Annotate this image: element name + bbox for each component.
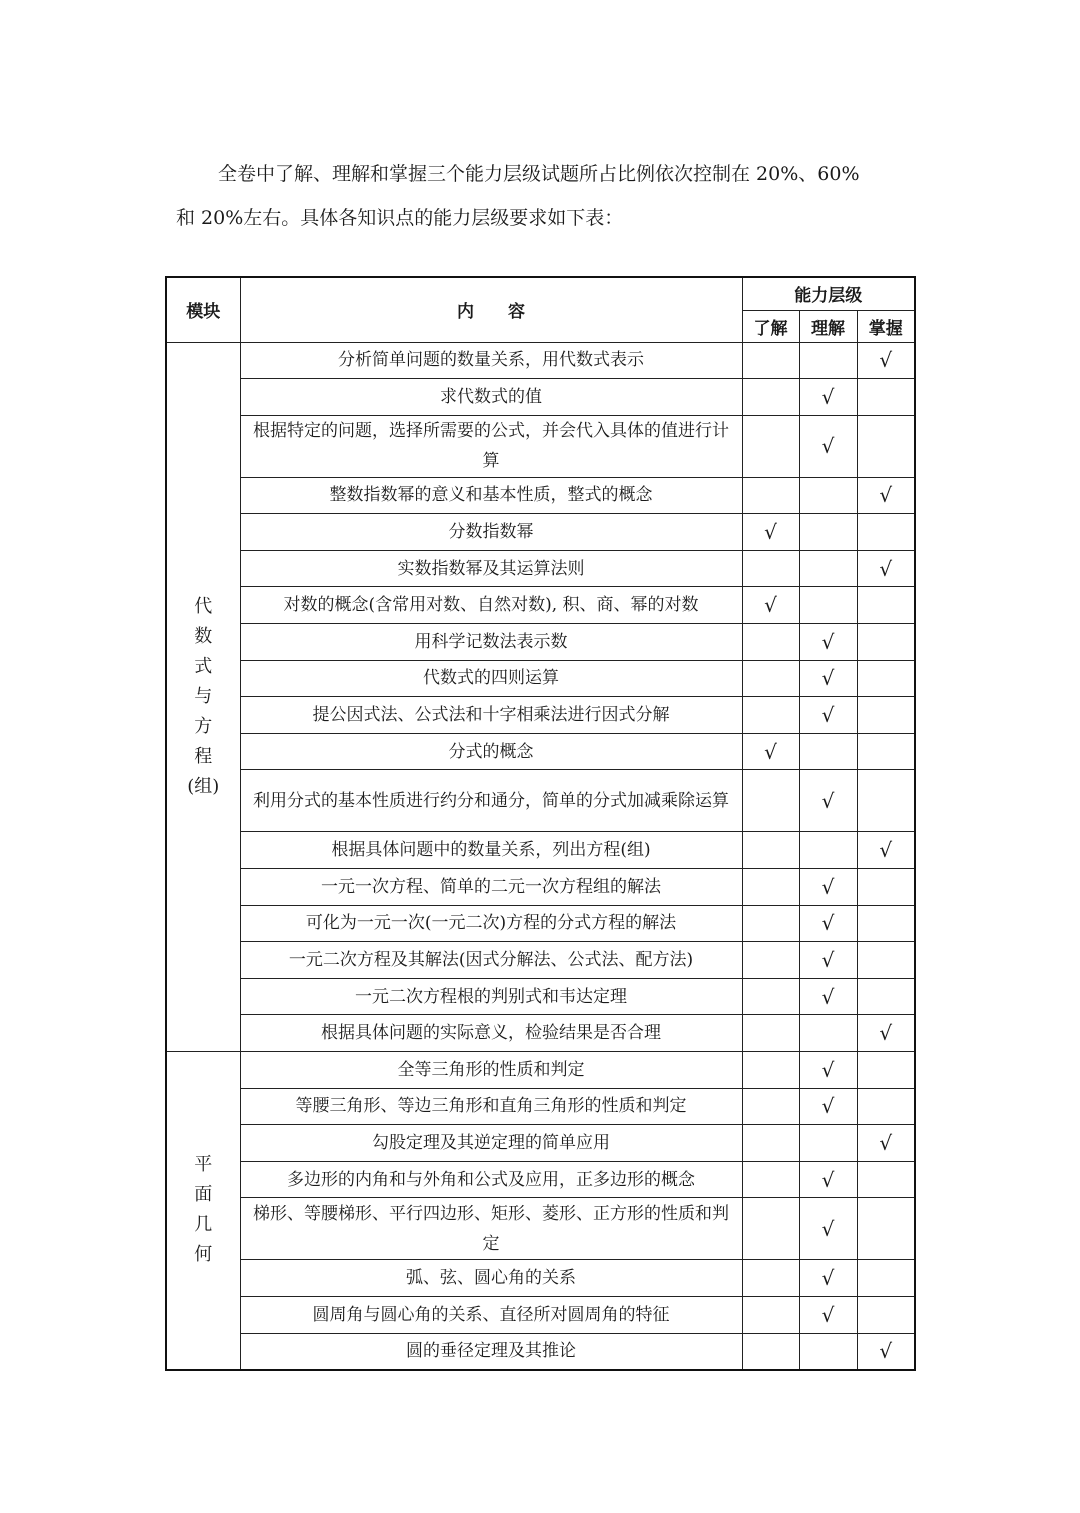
table-row [166, 869, 915, 906]
level-cell [857, 942, 915, 979]
level-check-mark: √ [799, 1296, 857, 1333]
level-check-mark: √ [799, 942, 857, 979]
level-cell [742, 379, 799, 416]
level-cell [857, 514, 915, 551]
table-row [166, 342, 915, 379]
table-row [166, 978, 915, 1015]
level-cell [742, 1333, 799, 1370]
table-row [166, 514, 915, 551]
level-check-mark: √ [857, 550, 915, 587]
content-cell: 根据具体问题的实际意义，检验结果是否合理 [240, 1015, 742, 1052]
content-cell: 代数式的四则运算 [240, 660, 742, 697]
table-row [166, 733, 915, 770]
level-check-mark: √ [857, 1333, 915, 1370]
module-char: 数 [194, 625, 213, 647]
level-cell [742, 660, 799, 697]
header-level-group: 能力层级 [742, 277, 915, 310]
level-cell [799, 514, 857, 551]
content-cell: 多边形的内角和与外角和公式及应用，正多边形的概念 [240, 1161, 742, 1198]
ability-level-table [165, 276, 916, 1371]
level-cell [742, 770, 799, 832]
level-cell [857, 415, 915, 477]
content-cell: 分析简单问题的数量关系，用代数式表示 [240, 342, 742, 379]
table-row [166, 1333, 915, 1370]
level-check-mark: √ [799, 770, 857, 832]
content-cell: 圆的垂径定理及其推论 [240, 1333, 742, 1370]
module-char: 与 [194, 685, 213, 707]
module-char: 代 [194, 595, 213, 617]
module-char: 程 [194, 745, 213, 767]
module-char: 何 [194, 1244, 213, 1266]
table-row [166, 1296, 915, 1333]
level-cell [742, 624, 799, 661]
level-check-mark: √ [799, 1161, 857, 1198]
level-cell [742, 869, 799, 906]
header-level-comprehend: 理解 [799, 310, 857, 342]
content-cell: 全等三角形的性质和判定 [240, 1052, 742, 1089]
level-cell [742, 942, 799, 979]
level-cell [742, 1296, 799, 1333]
level-check-mark: √ [857, 477, 915, 514]
content-cell: 利用分式的基本性质进行约分和通分，简单的分式加减乘除运算 [240, 770, 742, 832]
content-cell: 等腰三角形、等边三角形和直角三角形的性质和判定 [240, 1088, 742, 1125]
level-cell [742, 1260, 799, 1297]
level-cell [857, 869, 915, 906]
module-char: 式 [194, 655, 213, 677]
table-row [166, 1161, 915, 1198]
level-cell [799, 587, 857, 624]
level-cell [742, 697, 799, 734]
level-cell [742, 415, 799, 477]
intro-line-2: 和 20%左右。具体各知识点的能力层级要求如下表： [176, 207, 624, 229]
content-cell: 可化为一元一次(一元二次)方程的分式方程的解法 [240, 905, 742, 942]
level-cell [742, 550, 799, 587]
level-check-mark: √ [799, 660, 857, 697]
intro-line-1: 全卷中了解、理解和掌握三个能力层级试题所占比例依次控制在 20%、60% [218, 163, 860, 185]
content-cell: 根据特定的问题，选择所需要的公式，并会代入具体的值进行计算 [240, 415, 742, 477]
content-cell: 提公因式法、公式法和十字相乘法进行因式分解 [240, 697, 742, 734]
level-cell [799, 342, 857, 379]
level-cell [857, 1296, 915, 1333]
table-row [166, 660, 915, 697]
table-row [166, 1088, 915, 1125]
intro-paragraph [176, 152, 916, 240]
level-cell [742, 1088, 799, 1125]
level-cell [799, 1125, 857, 1162]
content-cell: 用科学记数法表示数 [240, 624, 742, 661]
level-check-mark: √ [799, 869, 857, 906]
level-cell [799, 1015, 857, 1052]
module-cell [166, 342, 240, 1052]
module-char: 几 [194, 1214, 213, 1236]
level-cell [742, 1161, 799, 1198]
content-cell: 实数指数幂及其运算法则 [240, 550, 742, 587]
level-check-mark: √ [742, 587, 799, 624]
table-row [166, 1260, 915, 1297]
module-char: (组) [187, 775, 220, 797]
level-cell [857, 660, 915, 697]
level-cell [742, 905, 799, 942]
table-row [166, 832, 915, 869]
level-cell [857, 978, 915, 1015]
level-check-mark: √ [857, 832, 915, 869]
content-cell: 整数指数幂的意义和基本性质，整式的概念 [240, 477, 742, 514]
level-check-mark: √ [799, 978, 857, 1015]
module-char: 方 [194, 715, 213, 737]
level-check-mark: √ [799, 697, 857, 734]
table-row [166, 1015, 915, 1052]
table-row [166, 942, 915, 979]
level-check-mark: √ [799, 1052, 857, 1089]
level-cell [857, 1052, 915, 1089]
level-cell [857, 624, 915, 661]
content-cell: 一元二次方程根的判别式和韦达定理 [240, 978, 742, 1015]
level-cell [742, 1052, 799, 1089]
table-row [166, 1052, 915, 1089]
content-cell: 分数指数幂 [240, 514, 742, 551]
level-cell [742, 1125, 799, 1162]
content-cell: 弧、弦、圆心角的关系 [240, 1260, 742, 1297]
level-check-mark: √ [742, 514, 799, 551]
level-check-mark: √ [799, 415, 857, 477]
level-check-mark: √ [857, 342, 915, 379]
level-cell [742, 477, 799, 514]
content-cell: 梯形、等腰梯形、平行四边形、矩形、菱形、正方形的性质和判定 [240, 1198, 742, 1260]
module-char: 面 [194, 1184, 213, 1206]
level-cell [742, 1198, 799, 1260]
table-row [166, 477, 915, 514]
level-cell [857, 1198, 915, 1260]
header-module: 模块 [166, 277, 240, 342]
level-cell [799, 1333, 857, 1370]
level-cell [857, 1161, 915, 1198]
content-cell: 对数的概念(含常用对数、自然对数), 积、商、幂的对数 [240, 587, 742, 624]
table-row [166, 1125, 915, 1162]
level-cell [742, 342, 799, 379]
level-check-mark: √ [742, 733, 799, 770]
level-check-mark: √ [799, 379, 857, 416]
table-row [166, 697, 915, 734]
module-char: 平 [194, 1154, 213, 1176]
content-cell: 勾股定理及其逆定理的简单应用 [240, 1125, 742, 1162]
content-cell: 圆周角与圆心角的关系、直径所对圆周角的特征 [240, 1296, 742, 1333]
table-row [166, 770, 915, 832]
header-content: 内 容 [240, 277, 742, 342]
level-check-mark: √ [799, 1198, 857, 1260]
level-check-mark: √ [799, 1088, 857, 1125]
table-row [166, 379, 915, 416]
level-cell [857, 1260, 915, 1297]
table-row [166, 1198, 915, 1260]
level-cell [857, 697, 915, 734]
level-cell [857, 1088, 915, 1125]
level-check-mark: √ [799, 1260, 857, 1297]
header-level-understand-basic: 了解 [742, 310, 799, 342]
level-cell [799, 477, 857, 514]
level-cell [742, 832, 799, 869]
level-check-mark: √ [799, 905, 857, 942]
level-cell [799, 733, 857, 770]
level-cell [742, 978, 799, 1015]
level-check-mark: √ [857, 1125, 915, 1162]
table-row [166, 624, 915, 661]
table-row [166, 550, 915, 587]
content-cell: 求代数式的值 [240, 379, 742, 416]
module-cell [166, 1052, 240, 1370]
level-cell [799, 832, 857, 869]
content-cell: 根据具体问题中的数量关系，列出方程(组) [240, 832, 742, 869]
table-row [166, 587, 915, 624]
level-cell [799, 550, 857, 587]
level-cell [857, 905, 915, 942]
level-cell [742, 1015, 799, 1052]
level-check-mark: √ [857, 1015, 915, 1052]
content-cell: 一元二次方程及其解法(因式分解法、公式法、配方法) [240, 942, 742, 979]
content-cell: 一元一次方程、简单的二元一次方程组的解法 [240, 869, 742, 906]
level-cell [857, 770, 915, 832]
level-cell [857, 587, 915, 624]
level-cell [857, 733, 915, 770]
header-level-master: 掌握 [857, 310, 915, 342]
content-cell: 分式的概念 [240, 733, 742, 770]
level-check-mark: √ [799, 624, 857, 661]
level-cell [857, 379, 915, 416]
table-row [166, 415, 915, 477]
table-row [166, 905, 915, 942]
